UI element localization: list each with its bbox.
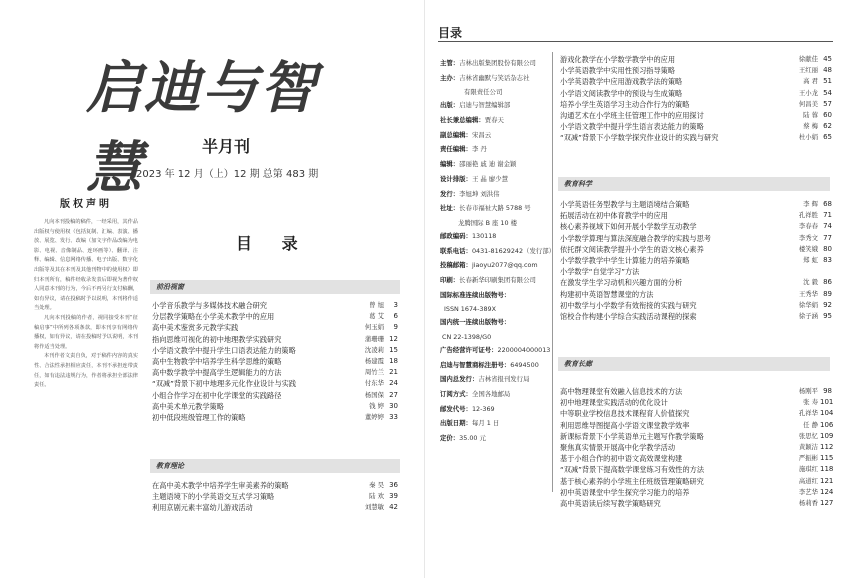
toc-entry-author: 葛 艾 (369, 312, 384, 321)
toc-entry-page: 124 (820, 487, 834, 496)
staff-row: 联系电话：0431-81629242（发行部） (440, 246, 556, 255)
toc-entry-page: 112 (820, 442, 834, 451)
toc-entry-page: 118 (820, 465, 834, 474)
staff-row: 国际标准连续出版物号： (440, 290, 511, 299)
toc-entry-author: 徐华娟 (798, 300, 818, 309)
toc-entry-author: 高道红 (798, 476, 818, 485)
toc-entry[interactable] (560, 300, 832, 311)
toc-entry-page: 92 (823, 300, 832, 309)
toc-entry[interactable] (152, 480, 398, 491)
toc-entry-title: 中等职业学校信息技术课程育人价值探究 (560, 409, 690, 419)
toc-entry-title: 高中物理课堂有效融入信息技术的方法 (560, 387, 683, 396)
toc-entry[interactable] (152, 311, 398, 322)
toc-section-name: 教育长廊 (564, 360, 592, 368)
toc-entry-title: 小学英语教学中实用性预习指导策略 (560, 66, 676, 76)
toc-list (560, 199, 832, 322)
toc-entry[interactable] (152, 401, 398, 412)
toc-entry-author: 郑 虹 (803, 255, 818, 264)
toc-entry-title: 小学数学算理与算法深度融合教学的实践与思考 (560, 233, 711, 243)
header-rule (438, 41, 833, 42)
toc-entry-title: 主题语境下的小学英语交互式学习策略 (152, 492, 275, 502)
toc-entry-page: 127 (820, 498, 834, 507)
toc-entry-author: 杨国保 (364, 390, 384, 399)
staff-row: 主管：吉林出版集团股份有限公司 (440, 59, 536, 67)
toc-entry-page: 48 (823, 66, 832, 75)
toc-entry-title: 在高中美术教学中培养学生审美素养的策略 (152, 481, 289, 490)
toc-entry-title: 小学数学“自觉学习”方法 (560, 267, 640, 277)
toc-section-name: 教育科学 (564, 180, 592, 188)
toc-entry-author: 蔡 梅 (803, 122, 818, 131)
toc-entry-page: 30 (389, 401, 398, 410)
toc-entry-title: “双减”背景下提高数学课堂练习有效性的方法 (560, 465, 705, 475)
toc-entry[interactable] (560, 277, 832, 288)
toc-entry[interactable] (560, 110, 832, 121)
toc-entry[interactable] (152, 367, 398, 378)
toc-entry[interactable] (560, 54, 832, 65)
toc-entry-title: 高中数学教学中提高学生逻辑能力的方法 (152, 368, 282, 378)
toc-entry-author: 刘慧敏 (364, 503, 384, 512)
toc-entry-author: 高 君 (803, 77, 818, 86)
toc-section-header (150, 280, 400, 294)
staff-row: 订阅方式：全国各地邮局 (440, 390, 511, 399)
toc-entry[interactable] (560, 99, 832, 110)
toc-section-header (150, 459, 400, 473)
toc-entry-title: 核心素养视域下如何开展小学数学互动教学 (560, 222, 697, 232)
toc-entry-title: 小学语文教学中提升学生语言表达能力的策略 (560, 122, 704, 132)
toc-entry-author: 王红丽 (798, 66, 818, 75)
staff-row: 邮政编码：130118 (440, 231, 497, 240)
toc-entry-author: 王小龙 (798, 88, 818, 97)
toc-entry-page: 86 (823, 278, 832, 287)
toc-entry-author: 黄颖洁 (798, 442, 818, 451)
toc-entry[interactable] (152, 491, 398, 502)
toc-entry-author: 周竹兰 (364, 368, 384, 377)
toc-entry-page: 51 (823, 77, 832, 86)
toc-section-name: 前沿视窗 (156, 283, 184, 291)
toc-entry-page: 106 (820, 420, 834, 429)
issue-line: 2023 年 12 月（上）12 期 总第 483 期 (136, 169, 319, 180)
toc-entry-author: 张思忆 (798, 431, 818, 440)
staff-row: 出版：启迪与智慧编辑部 (440, 101, 511, 110)
toc-entry[interactable] (560, 420, 832, 431)
staff-row: 发行：李旭坤 刘洪伟 (440, 189, 500, 198)
toc-entry-title: 分层教学策略在小学美术教学中的应用 (152, 312, 275, 322)
toc-entry-page: 12 (389, 334, 398, 343)
toc-entry[interactable] (560, 386, 832, 397)
toc-entry-title: 初中英语课堂中学生探究学习能力的培养 (560, 487, 690, 497)
toc-entry[interactable] (560, 266, 832, 277)
toc-entry-title: 构建初中英语智慧课堂的方法 (560, 289, 654, 299)
staff-row: 广告经营许可证号：2200004000013 (440, 346, 551, 354)
toc-entry-title: 培养小学生英语学习主动合作行为的策略 (560, 99, 690, 109)
toc-entry-author: 何昌美 (798, 99, 818, 108)
toc-entry-title: 初中地理课堂实践活动的优化设计 (560, 398, 668, 408)
staff-row: 有限责任公司 (464, 88, 503, 97)
staff-row: 启迪与智慧商标注册号：6494500 (440, 360, 539, 369)
toc-entry-page: 36 (389, 481, 398, 489)
toc-entry-page: 74 (823, 222, 832, 231)
toc-entry-author: 何玉娟 (364, 323, 384, 332)
toc-entry-title: 高中美术单元教学策略 (152, 401, 224, 411)
toc-entry-author: 沈 毅 (803, 278, 818, 287)
toc-entry-author: 董婷婷 (364, 412, 384, 421)
toc-entry-page: 27 (389, 390, 398, 399)
toc-entry-page: 33 (389, 412, 398, 421)
toc-entry[interactable] (152, 390, 398, 401)
toc-entry[interactable] (152, 345, 398, 356)
toc-entry[interactable] (152, 322, 398, 333)
toc-entry[interactable] (152, 334, 398, 345)
toc-entry-author: 徐子涵 (798, 311, 818, 320)
toc-entry-page: 57 (823, 99, 832, 108)
toc-entry[interactable] (152, 502, 398, 513)
toc-entry-page: 39 (389, 492, 398, 501)
toc-entry-page: 95 (823, 311, 832, 320)
toc-entry-author: 陆 欢 (369, 492, 384, 501)
toc-entry-page: 83 (823, 255, 832, 264)
toc-entry-page: 98 (823, 387, 832, 395)
toc-entry-author: 沈凌莉 (364, 345, 384, 354)
toc-entry-author: 徐献佳 (798, 55, 818, 63)
toc-entry[interactable] (560, 221, 832, 232)
toc-entry[interactable] (560, 88, 832, 99)
toc-title: 目 录 (236, 234, 310, 253)
toc-entry[interactable] (560, 65, 832, 76)
toc-entry[interactable] (560, 121, 832, 132)
toc-entry-page: 42 (389, 503, 398, 512)
copyright-title: 版权声明 (60, 199, 112, 210)
staff-row: 编辑：邵丽艳 戚 迪 谢金颖 (440, 160, 517, 169)
toc-entry-author: 付东华 (364, 379, 384, 388)
toc-entry-page: 80 (823, 244, 832, 253)
toc-entry-author: 张 寿 (803, 398, 818, 407)
toc-entry[interactable] (560, 397, 832, 408)
column-divider (552, 52, 553, 492)
toc-entry-author: 杨刚平 (798, 387, 818, 395)
copyright-paragraph: 凡向本刊投稿的作者，视同接受本刊“征稿启事”中所列各项条款，即本刊享有网络传播权，如有异议，请在投稿时予以说明，本刊将作适当处理。 (34, 314, 138, 350)
toc-entry-page: 18 (389, 356, 398, 365)
toc-entry-title: 高中美术鉴赏多元教学实践 (152, 323, 239, 333)
toc-entry[interactable] (560, 255, 832, 266)
toc-entry[interactable] (560, 408, 832, 419)
toc-entry-page: 109 (820, 431, 834, 440)
staff-row: 责任编辑：李 丹 (440, 145, 487, 154)
toc-entry[interactable] (560, 199, 832, 210)
staff-row: 设计排版：王 晶 廖少慧 (440, 174, 508, 183)
copyright-notice (34, 195, 138, 515)
toc-entry-page: 77 (823, 233, 832, 242)
toc-entry-title: “双减”背景下小学数学探究作业设计的实践与研究 (560, 133, 719, 143)
staff-row: 出版日期：每月 1 日 (440, 419, 500, 428)
staff-masthead (440, 56, 556, 446)
staff-row: 国内总发行：吉林省报刊发行局 (440, 375, 530, 384)
toc-entry-page: 54 (823, 88, 832, 97)
staff-row: 副总编辑：宋昌云 (440, 130, 492, 139)
toc-entry[interactable] (560, 464, 832, 475)
toc-entry[interactable] (152, 378, 398, 389)
toc-entry-page: 121 (820, 476, 834, 485)
toc-section-name: 教育理论 (156, 462, 184, 470)
toc-entry-author: 楼笑娥 (798, 244, 818, 253)
toc-entry-page: 115 (820, 454, 834, 463)
toc-entry-author: 蒲珊珊 (364, 334, 384, 343)
toc-entry-title: 利用京剧元素丰富幼儿游戏活动 (152, 503, 253, 513)
toc-entry-author: 杨莉香 (798, 498, 818, 507)
magazine-frequency: 半月刊 (202, 137, 251, 156)
toc-entry-title: 小学数学教学中学生计算能力的培养策略 (560, 255, 690, 265)
toc-entry-title: 小组合作学习在初中化学课堂的实践路径 (152, 390, 282, 400)
copyright-paragraph: 本刊作者文责自负，对于稿件内容的真实性、合法性承担相应责任，本刊不承担连带责任，如有违法违规行为，作者将承担全部法律责任。 (34, 353, 138, 389)
staff-row: 国内统一连续出版物号： (440, 318, 511, 327)
toc-entry-author: 孔祥华 (798, 409, 818, 418)
toc-entry-page: 6 (393, 312, 398, 321)
toc-entry-title: 馆校合作构建小学综合实践活动课程的探索 (560, 311, 697, 321)
toc-entry-author: 李 辉 (803, 200, 818, 208)
toc-entry[interactable] (560, 311, 832, 322)
toc-entry[interactable] (560, 476, 832, 487)
logo-text: 启迪与智慧 (86, 55, 318, 201)
toc-entry-author: 孔祥胜 (798, 211, 818, 220)
toc-list (560, 386, 832, 509)
toc-list (152, 300, 398, 423)
toc-entry-author: 陆 蓉 (803, 110, 818, 119)
toc-entry-title: 基于核心素养的小学班主任班级管理策略研究 (560, 476, 704, 486)
toc-list (560, 54, 832, 144)
toc-entry-title: 利用思维导图提高小学语文课堂教学效率 (560, 420, 690, 430)
toc-entry[interactable] (560, 442, 832, 453)
toc-entry[interactable] (560, 453, 832, 464)
toc-entry[interactable] (560, 244, 832, 255)
toc-entry-title: 小学英语教学中应用游戏教学法的策略 (560, 77, 683, 87)
staff-row: 社址：长春市福祉大路 5788 号 (440, 204, 531, 213)
toc-entry-page: 101 (820, 398, 834, 407)
toc-entry[interactable] (560, 487, 832, 498)
toc-entry[interactable] (152, 412, 398, 423)
toc-entry-page: 65 (823, 133, 832, 142)
toc-entry-title: 初中低段班级管理工作的策略 (152, 412, 246, 422)
toc-entry[interactable] (560, 289, 832, 300)
toc-entry-page: 21 (389, 368, 398, 377)
toc-list (152, 480, 398, 514)
toc-entry-title: 小学音乐教学与多媒体技术融合研究 (152, 301, 268, 310)
toc-entry-author: 钱 婷 (369, 401, 384, 410)
toc-entry-author: 杜小娟 (798, 133, 818, 142)
staff-row: CN 22-1398/G0 (442, 333, 492, 341)
toc-entry[interactable] (560, 210, 832, 221)
copyright-body (34, 218, 138, 391)
toc-entry[interactable] (560, 132, 832, 143)
toc-section-header (558, 177, 830, 191)
toc-entry-author: 李秀文 (798, 233, 818, 242)
toc-entry-title: 指向思维可视化的初中地理教学实践研究 (152, 334, 282, 344)
toc-entry-page: 45 (823, 55, 832, 63)
toc-entry-title: 新课标背景下小学英语单元主题写作教学策略 (560, 431, 704, 441)
toc-entry-author: 施琪红 (798, 465, 818, 474)
toc-entry-page: 62 (823, 122, 832, 131)
toc-entry-title: 高中生物教学中培养学生科学思维的策略 (152, 356, 282, 366)
toc-entry-page: 24 (389, 379, 398, 388)
toc-entry-page: 89 (823, 289, 832, 298)
toc-entry-author: 曾 旭 (369, 301, 384, 309)
toc-entry-author: 王秀华 (798, 289, 818, 298)
toc-entry-author: 杨建霞 (364, 356, 384, 365)
toc-entry-title: 游戏化教学在小学数学教学中的应用 (560, 55, 676, 64)
toc-entry-title: “双减”背景下初中地理多元化作业设计与实践 (152, 379, 297, 389)
toc-entry-author: 严振彬 (798, 454, 818, 463)
staff-row: 邮发代号：12-369 (440, 404, 495, 413)
staff-row: 投稿邮箱：jiaoyu2077@qq.com (440, 261, 538, 270)
toc-entry-title: 基于小组合作的初中语文高效课堂构建 (560, 454, 683, 464)
staff-row: 社长兼总编辑：贾春天 (440, 116, 504, 125)
staff-row: 定价：35.00 元 (440, 434, 486, 443)
toc-entry-title: 聚焦真实情景开展高中化学教学活动 (560, 442, 676, 452)
toc-entry-author: 任 静 (803, 420, 818, 429)
toc-entry-title: 在激发学生学习动机和兴趣方面的分析 (560, 278, 683, 288)
right-page-header: 目录 (438, 26, 463, 40)
toc-entry-page: 71 (823, 211, 832, 220)
toc-entry-author: 李春春 (798, 222, 818, 231)
toc-section-header (558, 357, 830, 371)
staff-row: 龙腾国际 B 座 10 楼 (458, 218, 517, 227)
toc-entry-page: 60 (823, 110, 832, 119)
toc-entry-title: 初中数学与小学数学有效衔接的实践与研究 (560, 300, 697, 310)
toc-entry-page: 104 (820, 409, 834, 418)
toc-entry-title: 小学英语任务型教学与主题语境结合策略 (560, 200, 690, 209)
toc-entry[interactable] (152, 300, 398, 311)
toc-entry-title: 高中英语读后续写教学策略研究 (560, 498, 661, 508)
toc-entry-title: 拓展活动在初中体育教学中的应用 (560, 211, 668, 221)
toc-entry-author: 李艺华 (798, 487, 818, 496)
toc-entry[interactable] (152, 356, 398, 367)
toc-entry[interactable] (560, 233, 832, 244)
toc-entry-title: 沟通艺术在小学班主任管理工作中的应用探讨 (560, 110, 704, 120)
toc-entry-author: 秦 昊 (369, 481, 384, 489)
toc-entry-title: 小学语文教学中提升学生口语表达能力的策略 (152, 345, 296, 355)
toc-entry-page: 15 (389, 345, 398, 354)
copyright-paragraph: 凡向本刊投稿的稿件，一经采用，其作品出版权与使用权（包括复制、汇编、表演、播放、展览、发行、改编（加文字作品改编为电影、电视、音像制品、连环画等）、翻译、注释、编辑、信息网络传播、电子出版、数字化出版等及其在本刊及其他刊物中的使用权）即归本刊所有，稿件经收录发表后即视为著作权人同意本刊的行为，今后不再另行支付稿酬，如有异议，请在投稿时予以说明，本刊将作适当处理。 (34, 219, 138, 312)
toc-entry[interactable] (560, 76, 832, 87)
toc-entry[interactable] (560, 431, 832, 442)
toc-entry[interactable] (560, 498, 832, 509)
toc-entry-title: 小学语文阅读教学中的预设与生成策略 (560, 88, 683, 98)
staff-row: 主办：吉林省幽默与笑话杂志社 (440, 73, 530, 82)
toc-entry-page: 3 (393, 301, 398, 309)
staff-row: 印刷：长春新华印刷集团有限公司 (440, 275, 536, 284)
toc-entry-title: 依托群文阅读教学提升小学生的语文核心素养 (560, 244, 704, 254)
toc-entry-page: 68 (823, 200, 832, 208)
toc-entry-page: 9 (393, 323, 398, 332)
staff-row: ISSN 1674-389X (444, 305, 496, 314)
